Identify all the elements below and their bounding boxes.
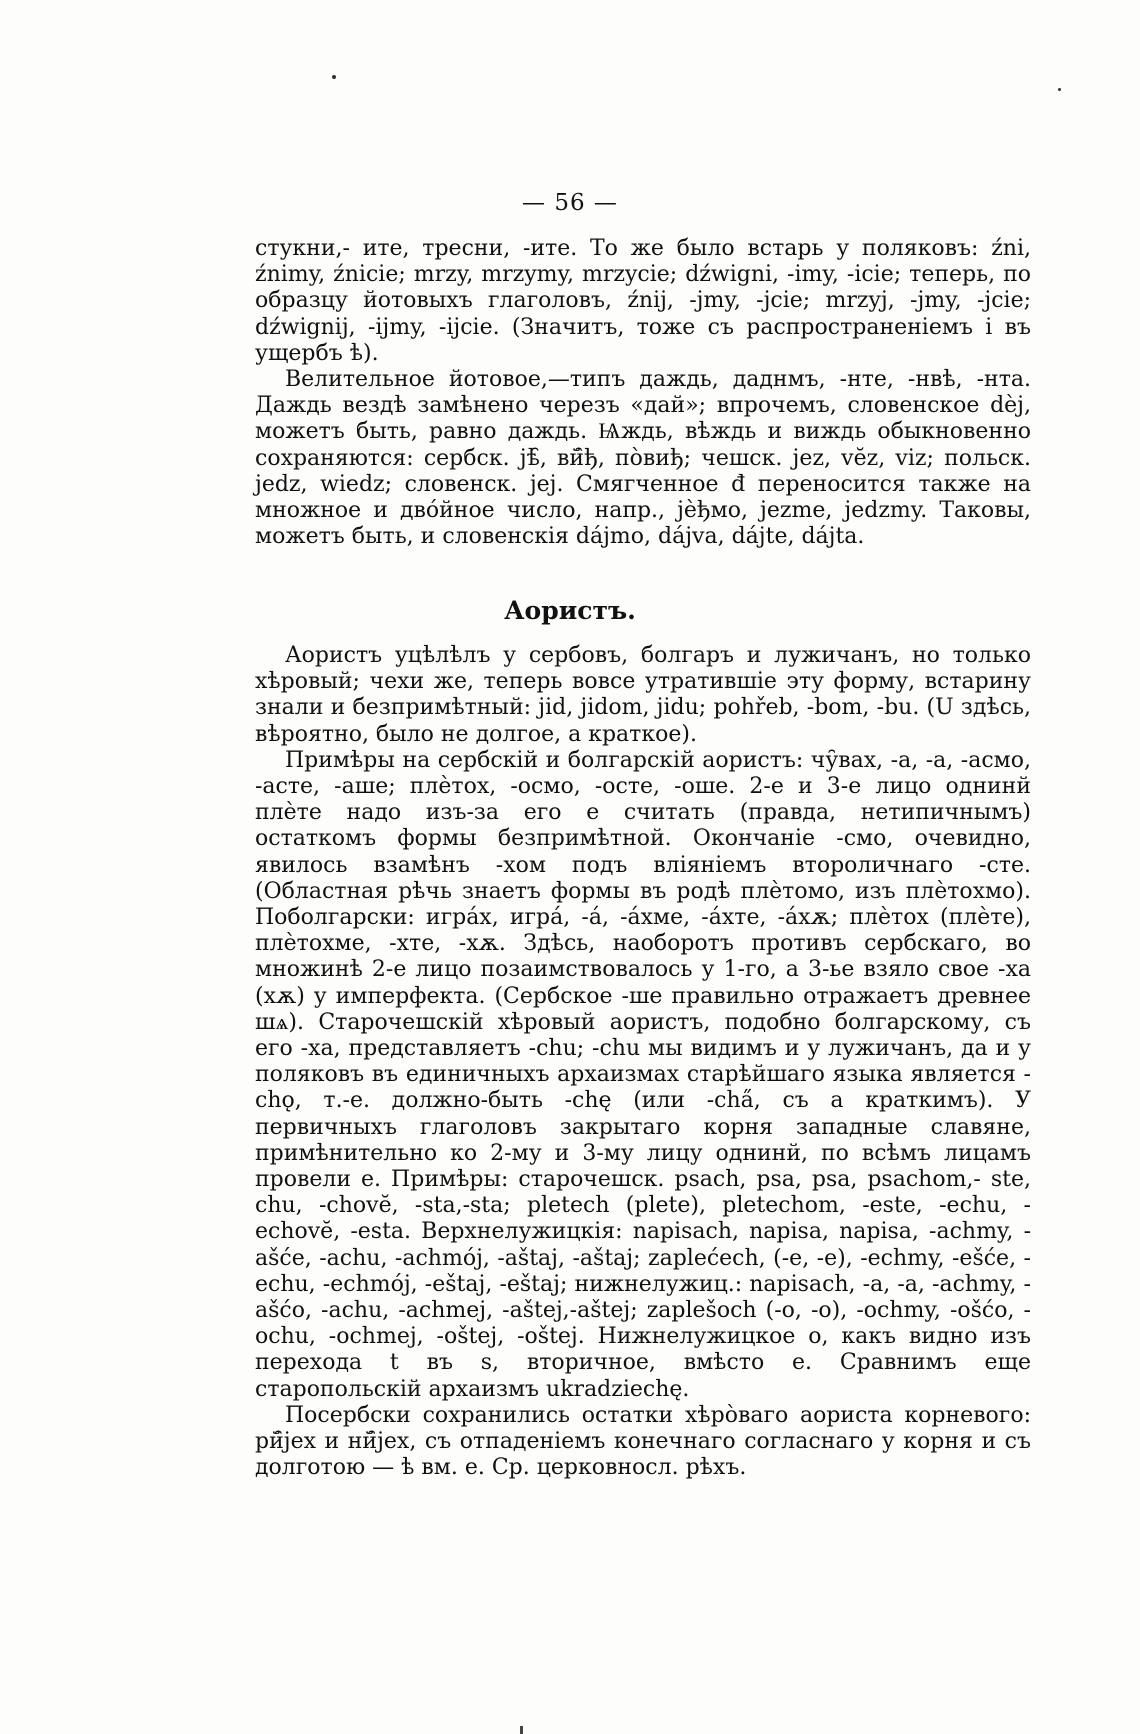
top-text-block xyxy=(255,236,1031,550)
page-number: — 56 — xyxy=(522,190,618,216)
ink-speck xyxy=(332,75,336,79)
ink-speck xyxy=(1058,88,1061,91)
paragraph: Аористъ уцѣлѣлъ у сербовъ, болгаръ и лужичанъ, но только хѣровый; чехи же, теперь вовсе утратившіе эту форму, встарину знали и безпримѣтный: jid, jidom, jidu; pohřeb, -bom, -bu. (U здѣсь, вѣроятно, было не долгое, а краткое). xyxy=(255,643,1031,747)
section-heading: Аористъ. xyxy=(504,596,636,625)
paragraph: стукни,- ите, тресни, -ите. То же было встарь у поляковъ: źni, źnimy, źnicie; mrzy, mrzymy, mrzycie; dźwigni, -imy, -icie; теперь, по образцу йотовыхъ глаголовъ, źnij, -jmy, -jcie; mrzyj, -jmy, -jcie; dźwignij, -ijmy, -ijcie. (Значитъ, тоже съ распространеніемъ і въ ущербъ ѣ). xyxy=(255,236,1031,366)
page-edge-mark xyxy=(520,1726,523,1734)
paragraph: Велительное йотовое,—типъ даждь, даднмъ, -нте, -нвѣ, -нта. Даждь вездѣ замѣнено черезъ «дай»; впрочемъ, словенское dèj, можетъ быть, равно даждь. Ѩждь, вѣждь и виждь обыкновенно сохраняются: сербск. jѣ̑, вй̑ђ, пòвиђ; чешск. jez, vĕz, viz; польск. jedz, wiedz; словенск. jej. Смягченное đ переносится также на множное и двóйное число, напр., jѐђмо, jezme, jedzmy. Таковы, можетъ быть, и словенскія dájmo, dájva, dájte, dájta. xyxy=(255,367,1031,550)
paragraph: Примѣры на сербскій и болгарскій аористъ: чу̑вах, -а, -а, -асмо, -асте, -аше; плѐтох, -осмо, -осте, -оше. 2-е и 3-е лицо однинй плѐте надо изъ-за его е считать (правда, нетипичнымъ) остаткомъ формы безпримѣтной. Окончаніе -смо, очевидно, явилось взамѣнъ -хом подъ вліяніемъ второличнаго -сте. (Областная рѣчь знаетъ формы въ родѣ плѐтомо, изъ плѐтохмо). Поболгарски: игра́х, игра́, -а́, -а́хме, -а́хте, -а́хѫ; плѐтох (плѐте), плѐтохме, -хте, -хѫ. Здѣсь, наоборотъ противъ сербскаго, во множинѣ 2-е лицо позаимствовалось у 1-го, а 3-ье взяло свое -ха (хѫ) у имперфекта. (Сербское -ше правильно отражаетъ древнее шѧ). Старочешскій хѣровый аористъ, подобно болгарскому, съ его -ха, представляетъ -chu; -chu мы видимъ и у лужичанъ, да и у поляковъ въ единичныхъ архаизмах старѣйшаго языка является -chǫ, т.-е. должно-быть -chę (или -cha̋, съ а краткимъ). У первичныхъ глаголовъ закрытаго корня западные славяне, примѣнительно ко 2-му и 3-му лицу однинй, по всѣмъ лицамъ провели е. Примѣры: старочешск. psach, psa, psa, psachom,- ste, chu, -chovĕ, -sta,-sta; pletech (plete), pletechom, -este, -echu, -echovĕ, -esta. Верхнелужицкія: napisach, napisa, napisa, -achmy, -ašće, -achu, -achmój, -aštaj, -aštaj; zaplećech, (-e, -e), -echmy, -ešće, -echu, -echmój, -eštaj, -eštaj; нижнелужиц.: napisach, -a, -a, -achmy, -ašćo, -achu, -achmej, -aštej,-aštej; zaplešoch (-o, -o), -ochmy, -ošćo, -ochu, -ochmej, -oštej, -oštej. Нижнелужицкое о, какъ видно изъ перехода t въ s, вторичное, вмѣсто е. Сравнимъ еще старопольскій архаизмъ ukradziechę. xyxy=(255,747,1031,1402)
bottom-text-block xyxy=(255,643,1031,1482)
paragraph: Посербски сохранились остатки хѣрòваго аориста корневого: рй̑јех и нй̑јех, съ отпаденіемъ конечнаго согласнаго у корня и съ долготою — ѣ вм. е. Ср. церковносл. рѣхъ. xyxy=(255,1402,1031,1481)
